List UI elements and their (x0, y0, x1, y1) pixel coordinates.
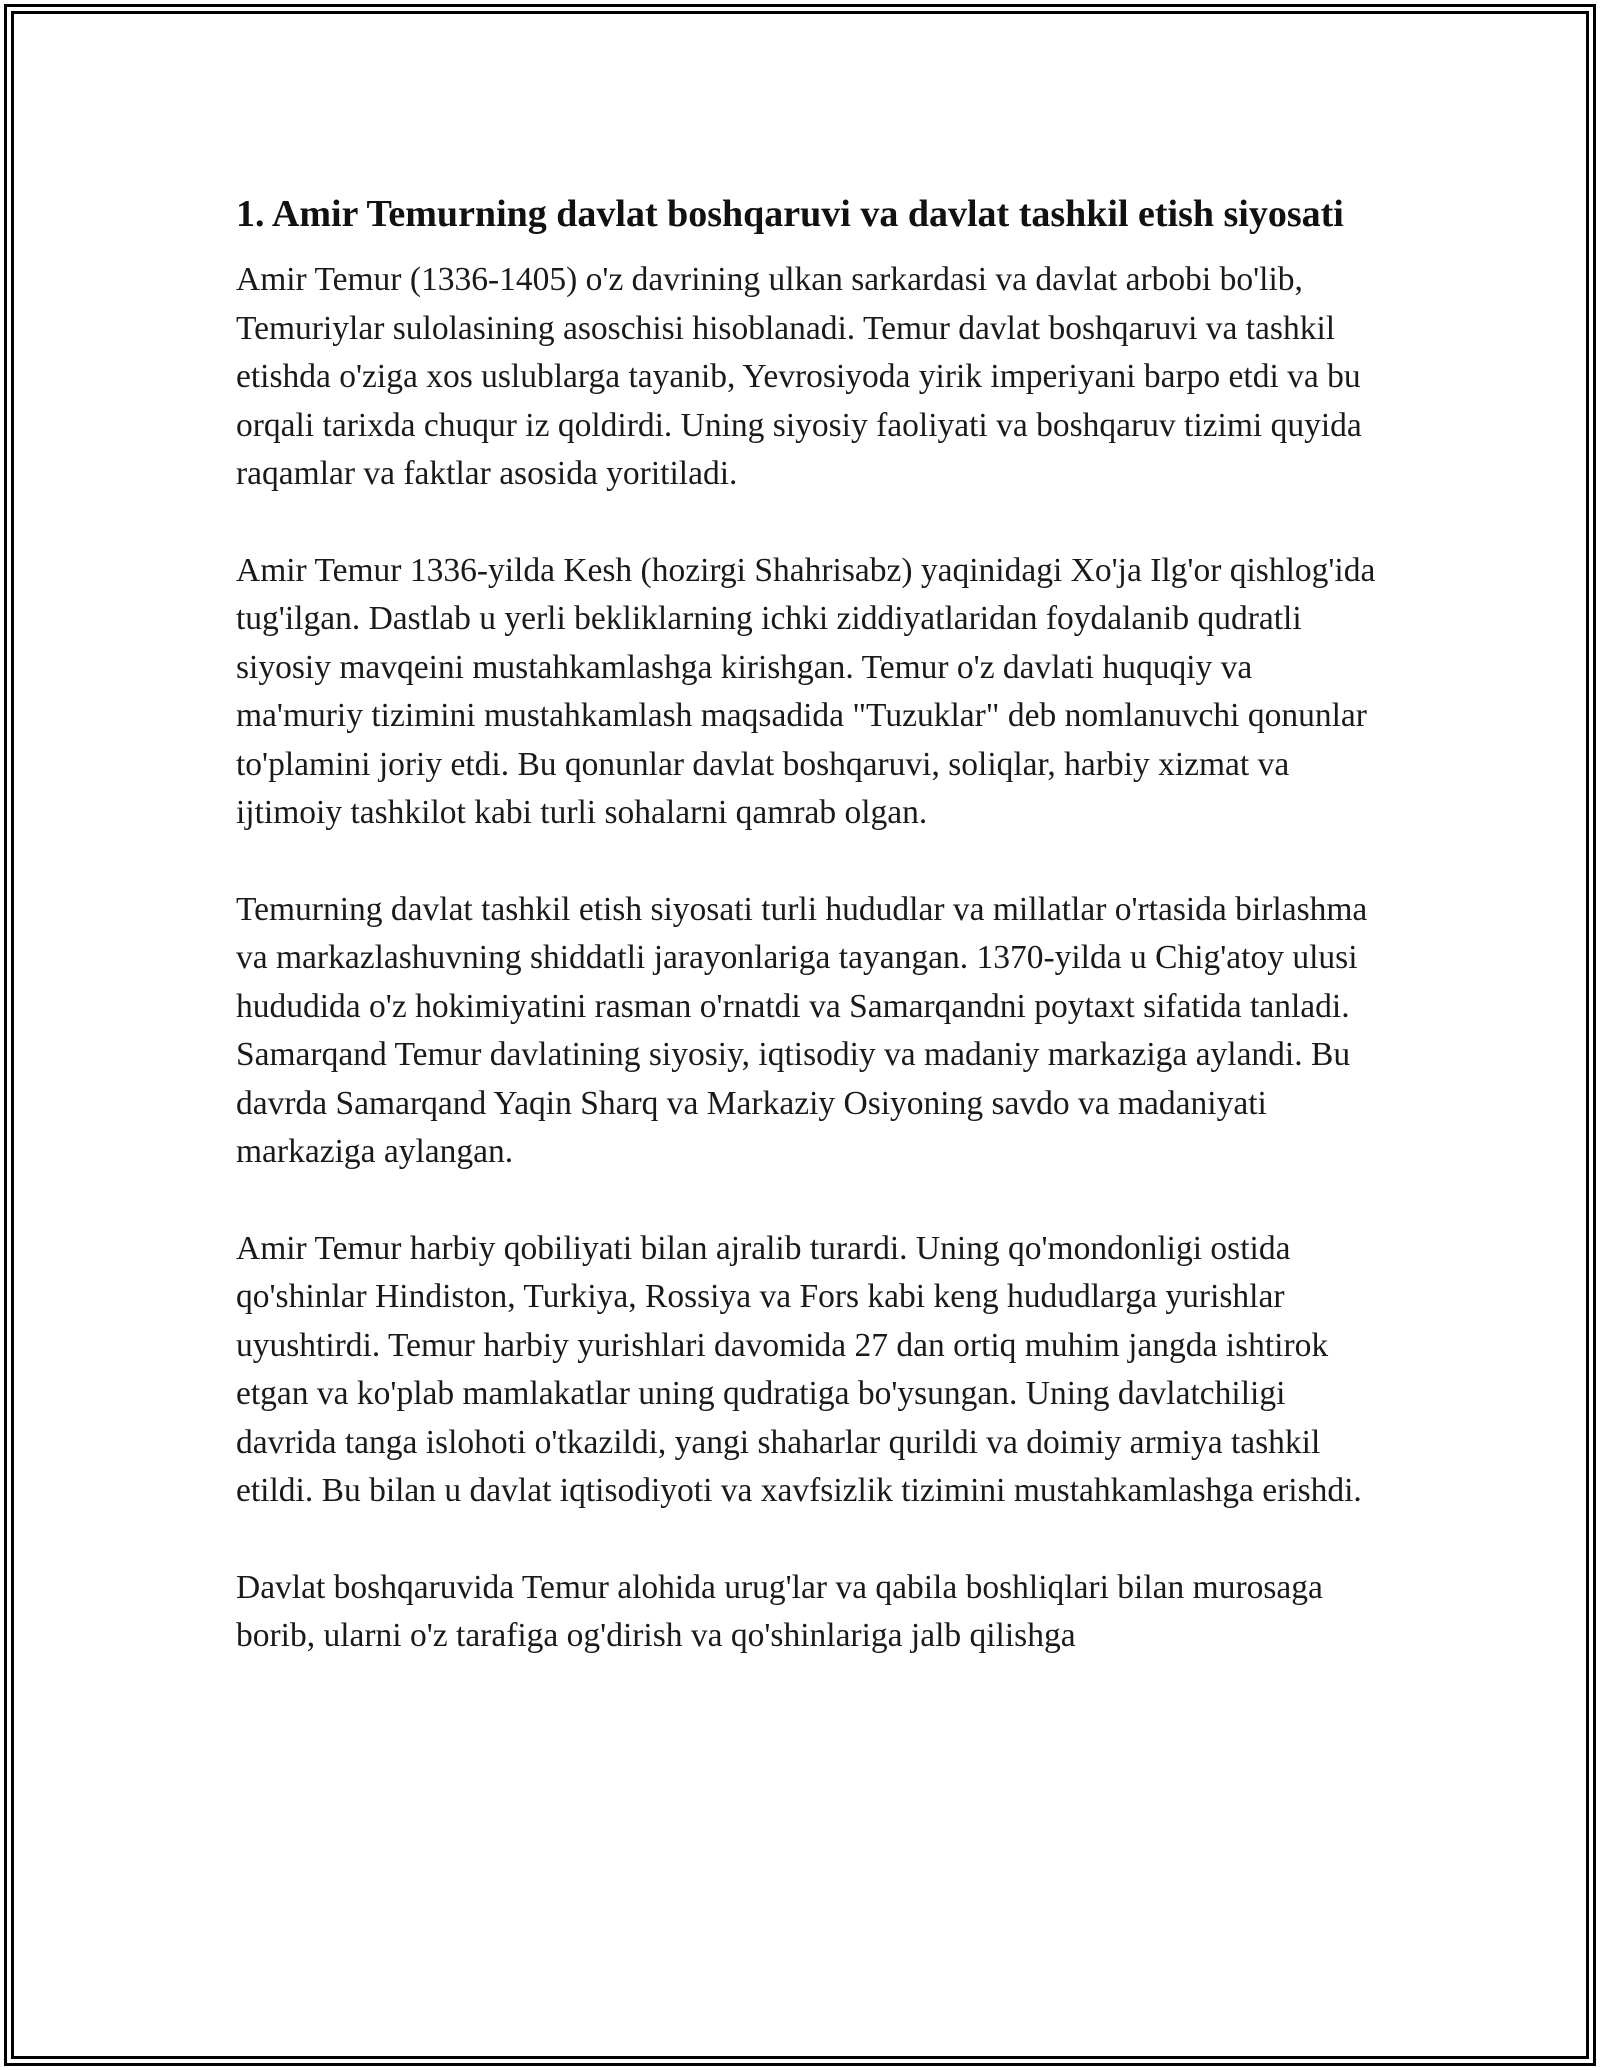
paragraph-4: Amir Temur harbiy qobiliyati bilan ajralib turardi. Uning qo'mondonligi ostida qo'shinlar Hindiston, Turkiya, Rossiya va Fors kabi keng hududlarga yurishlar uyushtirdi. Temur harbiy yurishlari davomida 27 dan ortiq muhim jangda ishtirok etgan va ko'plab mamlakatlar uning qudratiga bo'ysungan. Uning davlatchiligi davrida tanga islohoti o'tkazildi, yangi shaharlar qurildi va doimiy armiya tashkil etildi. Bu bilan u davlat iqtisodiyoti va xavfsizlik tizimini mustahkamlashga erishdi. (236, 1229, 1362, 1509)
paragraph-2: Amir Temur 1336-yilda Kesh (hozirgi Shahrisabz) yaqinidagi Xo'ja Ilg'or qishlog'ida tug'ilgan. Dastlab u yerli bekliklarning ichki ziddiyatlaridan foydalanib qudratli siyosiy mavqeini mustahkamlashga kirishgan. Temur o'z davlati huquqiy va ma'muriy tizimini mustahkamlash maqsadida "Tuzuklar" deb nomlanuvchi qonunlar to'plamini joriy etdi. Bu qonunlar davlat boshqaruvi, soliqlar, harbiy xizmat va ijtimoiy tashkilot kabi turli sohalarni qamrab olgan. (236, 551, 1376, 831)
section-heading: 1. Amir Temurning davlat boshqaruvi va davlat tashkil etish siyosati (236, 193, 1344, 235)
paragraph-3: Temurning davlat tashkil etish siyosati turli hududlar va millatlar o'rtasida birlashma va markazlashuvning shiddatli jarayonlariga tayangan. 1370-yilda u Chig'atoy ulusi hududida o'z hokimiyatini rasman o'rnatdi va Samarqandni poytaxt sifatida tanladi. Samarqand Temur davlatining siyosiy, iqtisodiy va madaniy markaziga aylandi. Bu davrda Samarqand Yaqin Sharq va Markaziy Osiyoning savdo va madaniyati markaziga aylangan. (236, 890, 1368, 1170)
paragraph-5: Davlat boshqaruvida Temur alohida urug'lar va qabila boshliqlari bilan murosaga borib, ularni o'z tarafiga og'dirish va qo'shinlariga jalb qilishga (236, 1568, 1323, 1654)
paragraph-1: Amir Temur (1336-1405) o'z davrining ulkan sarkardasi va davlat arbobi bo'lib, Temuriylar sulolasining asoschisi hisoblanadi. Temur davlat boshqaruvi va tashkil etishda o'ziga xos uslublarga tayanib, Yevrosiyoda yirik imperiyani barpo etdi va bu orqali tarixda chuqur iz qoldirdi. Uning siyosiy faoliyati va boshqaruv tizimi quyida raqamlar va faktlar asosida yoritiladi. (236, 261, 1362, 492)
document-body (236, 186, 1376, 1709)
